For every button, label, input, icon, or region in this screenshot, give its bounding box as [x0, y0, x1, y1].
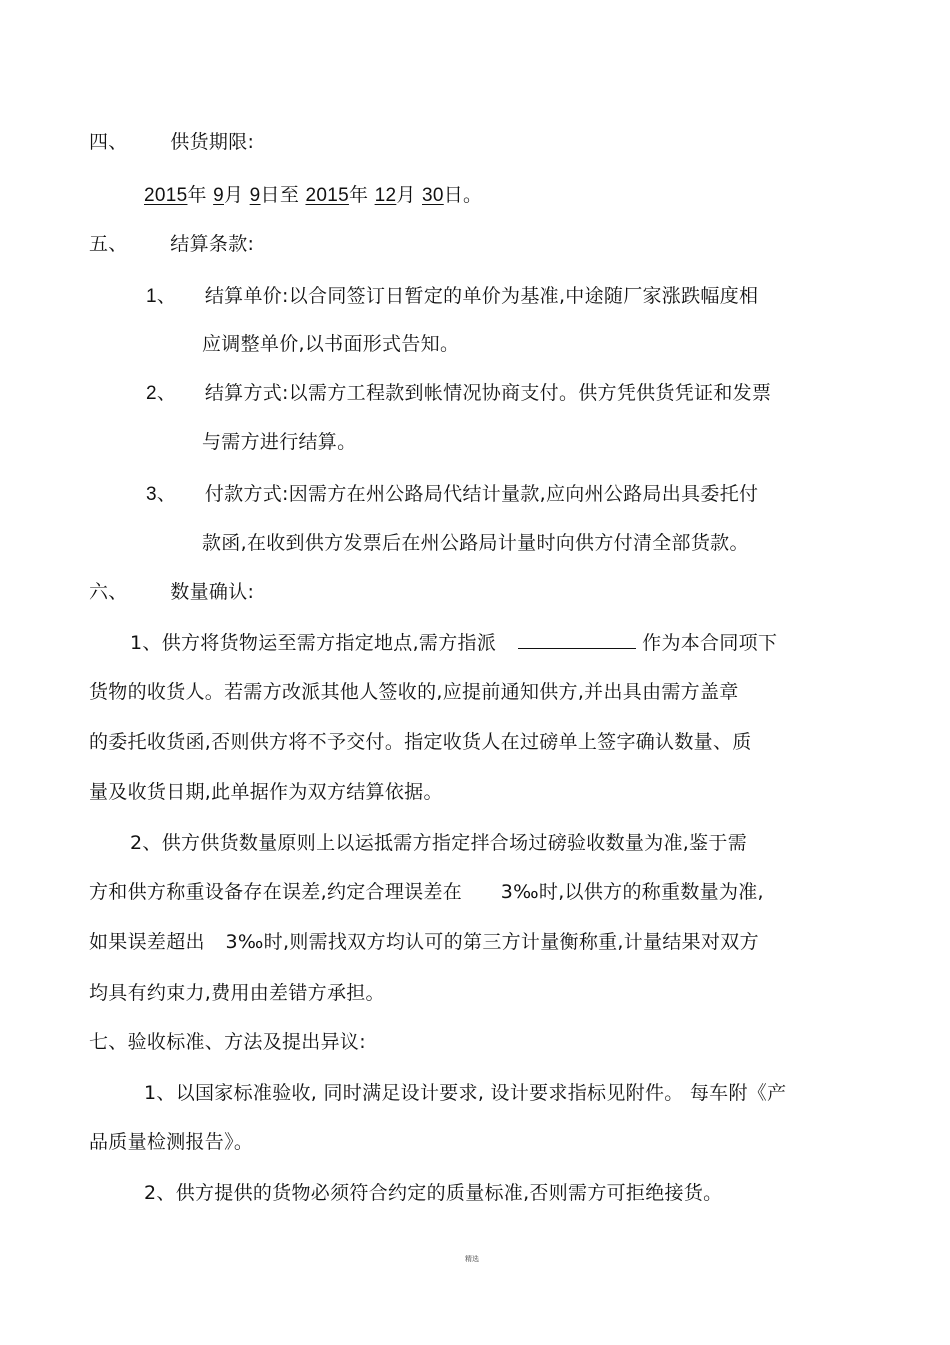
item-1-number: 1、 — [146, 286, 177, 307]
receiver-blank — [518, 630, 636, 649]
quantity-p1-line2: 货物的收货人。若需方改派其他人签收的,应提前通知供方,并出具由需方盖章 — [89, 681, 739, 703]
quantity-p2-line4: 均具有约束力,费用由差错方承担。 — [89, 982, 385, 1004]
end-month-char: 月 — [396, 184, 416, 206]
settlement-item-3-cont: 款函,在收到供方发票后在州公路局计量时向供方付清全部货款。 — [202, 532, 749, 554]
item-2-number: 2、 — [146, 383, 177, 404]
section-4-heading — [89, 130, 254, 154]
start-day: 9 — [249, 185, 261, 206]
quantity-p1-line3: 的委托收货函,否则供方将不予交付。指定收货人在过磅单上签字确认数量、质 — [89, 731, 752, 753]
quantity-p1-line4: 量及收货日期,此单据作为双方结算依据。 — [89, 781, 443, 803]
year-char: 年 — [187, 184, 207, 206]
end-year-char: 年 — [348, 184, 369, 206]
end-day: 30 — [422, 185, 444, 206]
quantity-p2-line3-b: 3‰时,则需找双方均认可的第三方计量衡称重,计量结果对双方 — [225, 931, 759, 953]
end-suffix: 日。 — [443, 184, 483, 206]
quantity-p1-line1-a: 1、供方将货物运至需方指定地点,需方指派 — [130, 632, 497, 654]
section-5-heading — [89, 232, 254, 256]
start-year: 2015 — [144, 185, 188, 206]
supply-period-dates — [144, 183, 482, 208]
settlement-item-3 — [146, 482, 758, 507]
section-7-heading: 七、验收标准、方法及提出异议: — [89, 1031, 366, 1053]
quantity-p1-line1-b: 作为本合同项下 — [642, 632, 778, 654]
quantity-p2-line3 — [89, 930, 759, 954]
settlement-item-1 — [146, 284, 758, 309]
page-footer: 精选 — [465, 1255, 479, 1263]
section-4-number: 四、 — [89, 131, 128, 153]
section-6-title: 数量确认: — [170, 581, 255, 603]
quantity-p2-line2-a: 方和供方称重设备存在误差,约定合理误差在 — [89, 881, 463, 903]
quantity-p2-line3-a: 如果误差超出 — [89, 931, 205, 953]
day-to: 日至 — [260, 184, 300, 206]
quantity-p2-line2 — [89, 880, 764, 904]
item-3-line1: 付款方式:因需方在州公路局代结计量款,应向州公路局出具委托付 — [204, 483, 759, 505]
section-5-number: 五、 — [89, 233, 128, 255]
section-6-heading — [89, 580, 254, 604]
start-month: 9 — [213, 185, 224, 206]
settlement-item-2 — [146, 381, 771, 406]
settlement-item-2-cont: 与需方进行结算。 — [202, 431, 357, 453]
item-2-line1: 结算方式:以需方工程款到帐情况协商支付。供方凭供货凭证和发票 — [204, 382, 772, 404]
month-char: 月 — [224, 184, 244, 206]
acceptance-p1-line1: 1、以国家标准验收, 同时满足设计要求, 设计要求指标见附件。 每车附《产 — [144, 1082, 787, 1104]
end-year: 2015 — [305, 185, 349, 206]
settlement-item-1-cont: 应调整单价,以书面形式告知。 — [202, 333, 460, 355]
quantity-p2-line2-b: 3‰时,以供方的称重数量为准, — [500, 881, 764, 903]
acceptance-p2-line1: 2、供方提供的货物必须符合约定的质量标准,否则需方可拒绝接货。 — [144, 1182, 723, 1204]
section-5-title: 结算条款: — [170, 233, 255, 255]
section-6-number: 六、 — [89, 581, 128, 603]
quantity-p2-line1: 2、供方供货数量原则上以运抵需方指定拌合场过磅验收数量为准,鉴于需 — [130, 832, 748, 854]
item-1-line1: 结算单价:以合同签订日暂定的单价为基准,中途随厂家涨跌幅度相 — [204, 285, 759, 307]
acceptance-p1-line2: 品质量检测报告》。 — [89, 1131, 254, 1153]
end-month: 12 — [374, 185, 397, 206]
quantity-p1-line1 — [130, 630, 777, 655]
section-4-title: 供货期限: — [170, 131, 255, 153]
item-3-number: 3、 — [146, 484, 177, 505]
